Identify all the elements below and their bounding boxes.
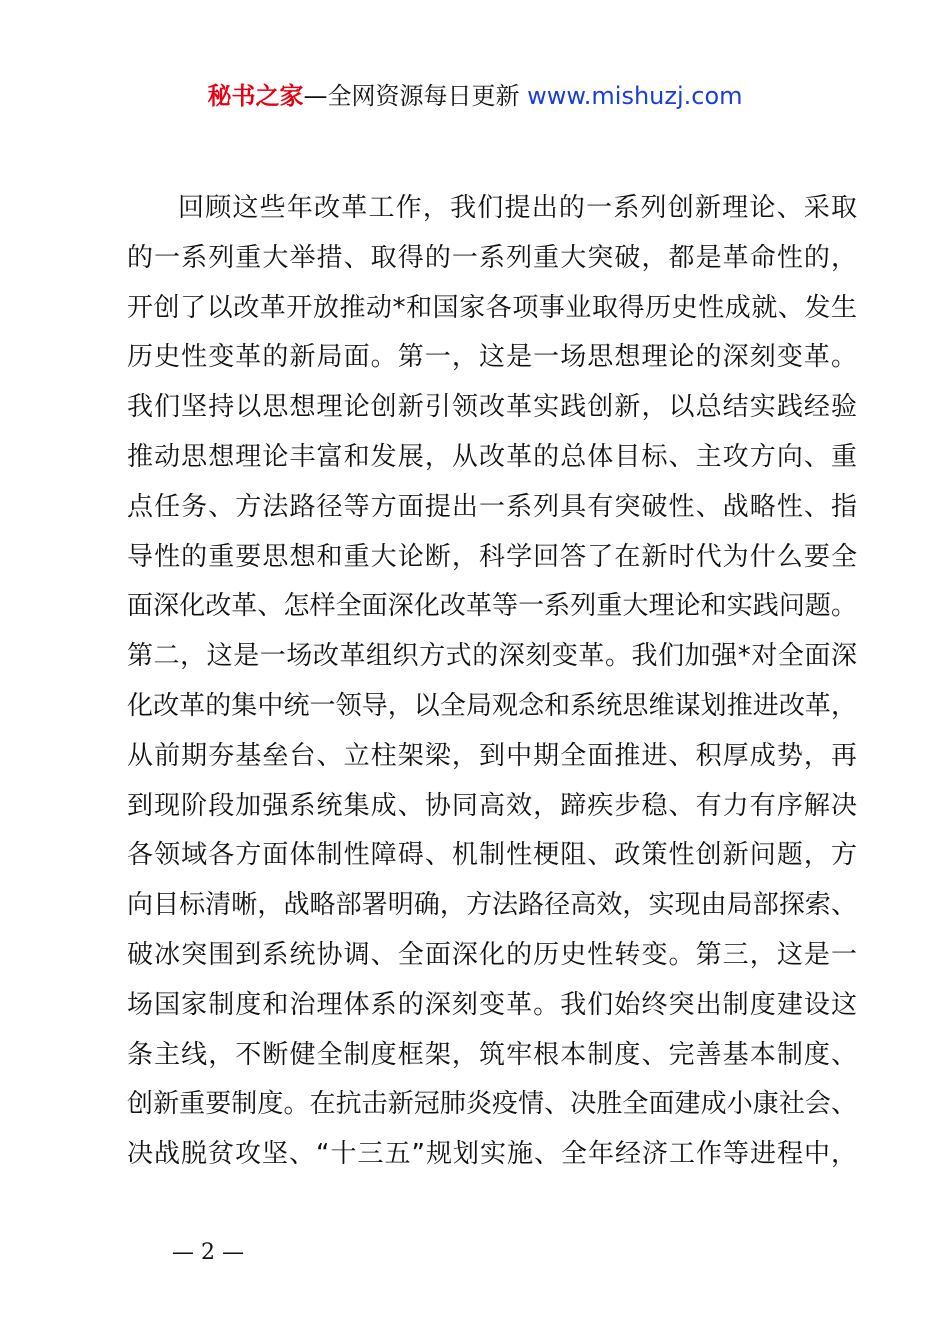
body-line: 回顾这些年改革工作，我们提出的一系列创新理论、采取 (178, 193, 857, 223)
body-line: 向目标清晰，战略部署明确，方法路径高效，实现由局部探索、 (127, 890, 857, 921)
body-line: 推动思想理论丰富和发展，从改革的总体目标、主攻方向、重 (127, 442, 857, 472)
body-line: 历史性变革的新局面。第一，这是一场思想理论的深刻变革。 (127, 342, 857, 373)
site-header (0, 80, 950, 112)
site-url[interactable]: www.mishuzj.com (527, 82, 743, 110)
body-line: 化改革的集中统一领导，以全局观念和系统思维谋划推进改革， (127, 691, 857, 721)
brand-name: 秘书之家 (207, 82, 304, 110)
body-line: 的一系列重大举措、取得的一系列重大突破，都是革命性的， (127, 242, 857, 273)
body-line: 破冰突围到系统协调、全面深化的历史性转变。第三，这是一 (127, 940, 857, 970)
body-line: 面深化改革、怎样全面深化改革等一系列重大理论和实践问题。 (127, 591, 857, 622)
body-line: 开创了以改革开放推动*和国家各项事业取得历史性成就、发生 (127, 292, 857, 323)
body-line: 从前期夯基垒台、立柱架梁，到中期全面推进、积厚成势，再 (127, 740, 857, 771)
body-line: 场国家制度和治理体系的深刻变革。我们始终突出制度建设这 (127, 989, 857, 1020)
body-line: 第二，这是一场改革组织方式的深刻变革。我们加强*对全面深 (127, 641, 857, 672)
body-line: 决战脱贫攻坚、“十三五”规划实施、全年经济工作等进程中， (127, 1139, 857, 1170)
body-line: 条主线，不断健全制度框架，筑牢根本制度、完善基本制度、 (127, 1039, 857, 1070)
body-line: 各领域各方面体制性障碍、机制性梗阻、政策性创新问题，方 (127, 840, 857, 871)
body-line: 到现阶段加强系统集成、协同高效，蹄疾步稳、有力有序解决 (127, 790, 857, 821)
body-line: 导性的重要思想和重大论断，科学回答了在新时代为什么要全 (127, 541, 857, 572)
body-line: 点任务、方法路径等方面提出一系列具有突破性、战略性、指 (127, 491, 857, 522)
header-tagline: —全网资源每日更新 (303, 82, 520, 110)
page-number: — 2 — (172, 1240, 244, 1265)
body-line: 创新重要制度。在抗击新冠肺炎疫情、决胜全面建成小康社会、 (127, 1089, 857, 1120)
body-line: 我们坚持以思想理论创新引领改革实践创新，以总结实践经验 (127, 392, 857, 423)
